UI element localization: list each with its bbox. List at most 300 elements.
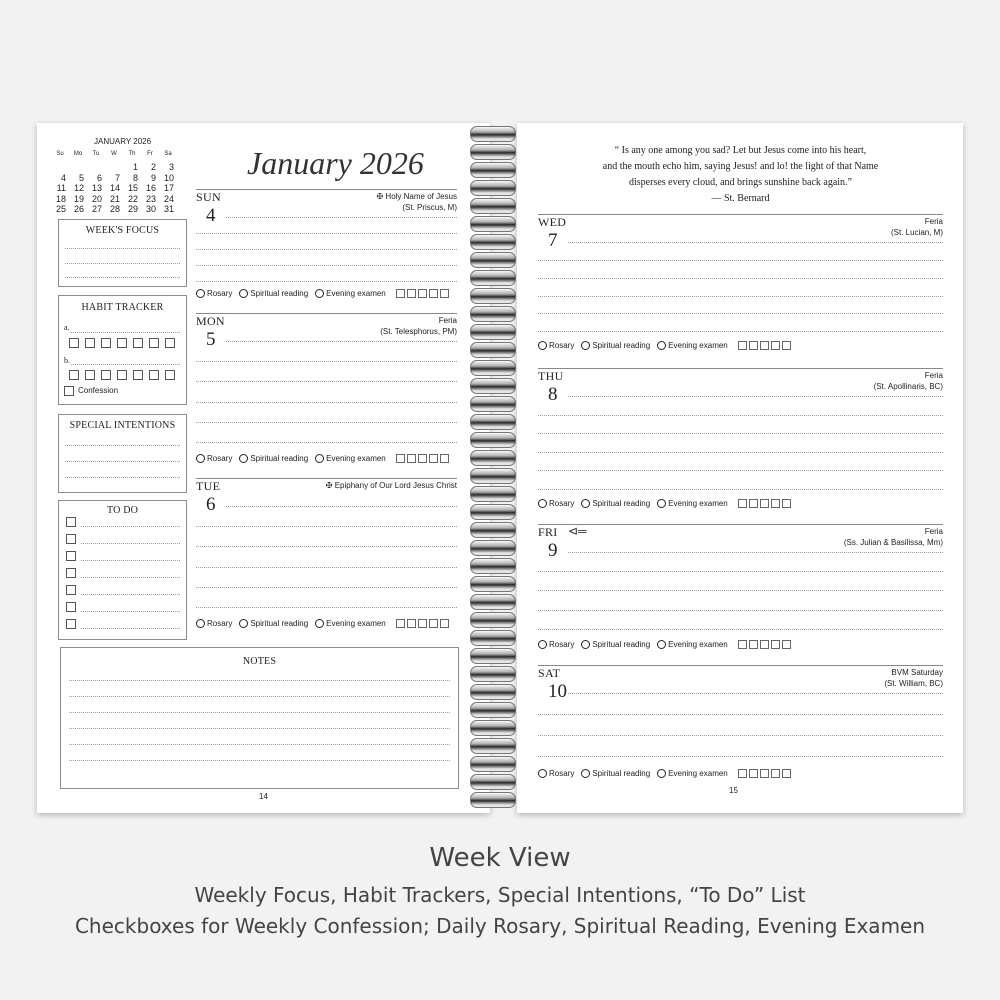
spiritual-reading-label: Spiritual reading [592, 341, 651, 351]
quote [537, 143, 944, 207]
calendar-date[interactable]: 28 [109, 204, 120, 214]
day-writing-line[interactable] [568, 242, 943, 243]
extra-checkbox[interactable] [782, 640, 791, 649]
feast-secondary: (St. Lucian, M) [890, 228, 943, 237]
spiral-ring [470, 576, 516, 592]
calendar-date[interactable]: 29 [127, 204, 138, 214]
feast-info [703, 526, 943, 548]
todo-checkbox[interactable] [66, 602, 76, 612]
feast-primary: Feria [438, 316, 457, 325]
day-number: 5 [206, 329, 216, 350]
calendar-weekday: Fr [147, 151, 153, 157]
month-title: January 2026 [247, 145, 424, 181]
feast-primary: Feria [924, 217, 943, 226]
extra-checkbox[interactable] [440, 619, 449, 628]
day-writing-line[interactable] [196, 265, 457, 266]
feast-primary: ✠ Holy Name of Jesus [376, 192, 457, 201]
habit-checkbox[interactable] [85, 338, 95, 348]
habit-tracker-box [58, 295, 187, 405]
spiral-ring [470, 234, 516, 250]
notes-line[interactable] [69, 696, 450, 697]
habit-checkbox[interactable] [117, 370, 127, 380]
habit-checkbox[interactable] [117, 338, 127, 348]
habit-trackers [538, 640, 793, 649]
feast-info [217, 480, 457, 491]
calendar-weekday: Tu [92, 151, 100, 157]
calendar-date[interactable]: 13 [91, 183, 102, 193]
feast-info [703, 216, 943, 238]
spiral-ring [470, 288, 516, 304]
evening-examen-label: Evening examen [326, 289, 386, 299]
evening-examen-checkbox[interactable] [315, 289, 324, 298]
feast-primary: Feria [924, 527, 943, 536]
calendar-weekday: W [111, 151, 117, 157]
extra-checkboxes [738, 499, 793, 508]
spiral-ring [470, 666, 516, 682]
extra-checkbox[interactable] [440, 289, 449, 298]
evening-examen-checkbox[interactable] [657, 341, 666, 350]
spiral-ring [470, 792, 516, 808]
notes-line[interactable] [69, 680, 450, 681]
spiritual-reading-label: Spiritual reading [592, 640, 651, 650]
todo-line[interactable] [81, 560, 180, 561]
day-writing-line[interactable] [196, 526, 457, 527]
evening-examen-label: Evening examen [668, 341, 728, 351]
notes-box[interactable] [60, 647, 459, 789]
feast-info [703, 370, 943, 392]
todo-line[interactable] [81, 628, 180, 629]
rosary-label: Rosary [549, 769, 575, 779]
calendar-date[interactable]: 16 [145, 183, 156, 193]
day-block [538, 368, 943, 513]
spiritual-reading-checkbox[interactable] [239, 454, 248, 463]
calendar-weekday: Th [128, 151, 136, 157]
calendar-date[interactable]: 23 [145, 193, 156, 204]
spiral-ring [470, 252, 516, 268]
calendar-date[interactable]: 8 [132, 172, 138, 183]
calendar-date[interactable]: 11 [56, 183, 66, 193]
habit-checkbox[interactable] [133, 370, 143, 380]
extra-checkbox[interactable] [418, 619, 427, 628]
day-writing-line[interactable] [538, 610, 943, 611]
rosary-checkbox[interactable] [196, 454, 205, 463]
calendar-date[interactable]: 5 [78, 172, 84, 183]
calendar-date[interactable]: 20 [91, 193, 102, 204]
extra-checkbox[interactable] [396, 289, 405, 298]
calendar-date[interactable]: 27 [91, 204, 102, 214]
evening-examen-label: Evening examen [326, 619, 386, 629]
spiritual-reading-checkbox[interactable] [581, 341, 590, 350]
right-page [517, 123, 963, 813]
feast-secondary: (St. William, BC) [884, 679, 943, 688]
extra-checkbox[interactable] [771, 341, 780, 350]
extra-checkbox[interactable] [749, 640, 758, 649]
rosary-checkbox[interactable] [538, 640, 547, 649]
todo-checkbox[interactable] [66, 517, 76, 527]
day-divider [538, 524, 943, 525]
day-block [196, 478, 457, 633]
todo-line[interactable] [81, 543, 180, 544]
day-writing-line[interactable] [538, 452, 943, 453]
spiral-ring [470, 324, 516, 340]
evening-examen-label: Evening examen [668, 499, 728, 509]
spiral-ring [470, 630, 516, 646]
feast-primary: Feria [924, 371, 943, 380]
rosary-checkbox[interactable] [538, 769, 547, 778]
left-page-number: 14 [259, 792, 268, 801]
day-writing-line[interactable] [538, 714, 943, 715]
day-name: THU [538, 369, 564, 383]
day-writing-line[interactable] [568, 552, 943, 553]
day-writing-line[interactable] [538, 260, 943, 261]
mini-calendar-title: JANUARY 2026 [94, 137, 152, 146]
caption-title: Week View [429, 843, 571, 873]
spiral-ring [470, 144, 516, 160]
feast-info [217, 191, 457, 213]
evening-examen-label: Evening examen [326, 454, 386, 464]
spiritual-reading-label: Spiritual reading [250, 619, 309, 629]
day-writing-line[interactable] [538, 433, 943, 434]
calendar-date[interactable]: 14 [109, 183, 120, 193]
todo-line[interactable] [81, 577, 180, 578]
habit-checkbox[interactable] [133, 338, 143, 348]
spiral-ring [470, 756, 516, 772]
extra-checkbox[interactable] [738, 341, 747, 350]
calendar-date[interactable]: 19 [73, 193, 84, 204]
day-writing-line[interactable] [196, 587, 457, 588]
spiritual-reading-label: Spiritual reading [592, 499, 651, 509]
day-writing-line[interactable] [196, 422, 457, 423]
calendar-date[interactable]: 3 [168, 162, 174, 172]
todo-line[interactable] [81, 526, 180, 527]
weeks-focus-box[interactable] [58, 219, 187, 287]
habit-trackers [538, 341, 793, 350]
day-writing-line[interactable] [196, 381, 457, 382]
day-writing-line[interactable] [538, 590, 943, 591]
day-writing-line[interactable] [538, 313, 943, 314]
spiral-ring [470, 774, 516, 790]
extra-checkbox[interactable] [749, 341, 758, 350]
quote-line-1: “ Is any one among you sad? Let but Jesus come into his heart, [614, 145, 867, 156]
extra-checkbox[interactable] [760, 341, 769, 350]
habit-checkbox[interactable] [101, 338, 111, 348]
extra-checkboxes [738, 341, 793, 350]
extra-checkbox[interactable] [738, 499, 747, 508]
extra-checkbox[interactable] [407, 454, 416, 463]
day-writing-line[interactable] [538, 756, 943, 757]
spiral-ring [470, 306, 516, 322]
feast-secondary: (St. Apollinaris, BC) [873, 382, 943, 391]
day-writing-line[interactable] [538, 489, 943, 490]
notes-line[interactable] [69, 712, 450, 713]
day-number: 4 [206, 205, 216, 226]
day-writing-line[interactable] [196, 567, 457, 568]
weeks-focus-title: WEEK'S FOCUS [85, 225, 160, 236]
extra-checkbox[interactable] [782, 499, 791, 508]
day-name: SUN [196, 190, 221, 204]
day-writing-line[interactable] [538, 278, 943, 279]
confession-label: Confession [78, 386, 119, 396]
day-number: 8 [548, 384, 558, 405]
calendar-date[interactable]: 24 [163, 193, 174, 204]
spiral-ring [470, 522, 516, 538]
spiral-ring [470, 198, 516, 214]
day-block [196, 313, 457, 468]
todo-line[interactable] [81, 611, 180, 612]
notes-line[interactable] [69, 744, 450, 745]
habit-checkbox[interactable] [101, 370, 111, 380]
extra-checkboxes [396, 289, 451, 298]
extra-checkbox[interactable] [407, 289, 416, 298]
notes-line[interactable] [69, 760, 450, 761]
right-page-number: 15 [729, 786, 738, 795]
day-writing-line[interactable] [538, 470, 943, 471]
spiral-ring [470, 396, 516, 412]
day-writing-line[interactable] [568, 396, 943, 397]
calendar-date[interactable]: 15 [127, 183, 138, 193]
spiritual-reading-checkbox[interactable] [581, 769, 590, 778]
extra-checkbox[interactable] [407, 619, 416, 628]
calendar-date[interactable]: 2 [150, 162, 156, 172]
todo-line[interactable] [81, 594, 180, 595]
habit-trackers [196, 619, 451, 628]
habit-trackers [538, 769, 793, 778]
feast-secondary: (St. Telesphorus, PM) [380, 327, 457, 336]
day-writing-line[interactable] [196, 442, 457, 443]
feast-secondary: (Ss. Julian & Basilissa, Mm) [843, 538, 943, 547]
confession-row[interactable] [64, 386, 118, 396]
calendar-date[interactable]: 10 [163, 172, 174, 183]
evening-examen-label: Evening examen [668, 640, 728, 650]
day-divider [538, 214, 943, 215]
extra-checkbox[interactable] [738, 640, 747, 649]
spiritual-reading-checkbox[interactable] [581, 640, 590, 649]
calendar-weekday: Su [56, 151, 64, 157]
habit-checkbox[interactable] [149, 370, 159, 380]
calendar-weekday: Sa [164, 151, 172, 157]
spiritual-reading-checkbox[interactable] [581, 499, 590, 508]
extra-checkbox[interactable] [429, 289, 438, 298]
extra-checkbox[interactable] [396, 619, 405, 628]
day-writing-line[interactable] [196, 402, 457, 403]
habit-tracker-title: HABIT TRACKER [81, 302, 164, 313]
feast-primary: ✠ Epiphany of Our Lord Jesus Christ [325, 481, 457, 490]
caption-line-1: Weekly Focus, Habit Trackers, Special Intentions, “To Do” List [194, 883, 806, 907]
day-writing-line[interactable] [196, 607, 457, 608]
evening-examen-checkbox[interactable] [315, 619, 324, 628]
day-writing-line[interactable] [538, 629, 943, 630]
feast-info [703, 667, 943, 689]
habit-checkbox[interactable] [165, 370, 175, 380]
todo-box [58, 500, 187, 640]
habit-trackers [538, 499, 793, 508]
calendar-date[interactable]: 18 [55, 193, 66, 204]
calendar-date[interactable]: 25 [55, 204, 66, 214]
extra-checkbox[interactable] [782, 769, 791, 778]
calendar-date[interactable]: 12 [73, 183, 84, 193]
extra-checkbox[interactable] [760, 499, 769, 508]
evening-examen-checkbox[interactable] [657, 769, 666, 778]
spiral-ring [470, 504, 516, 520]
habit-checkbox[interactable] [165, 338, 175, 348]
feast-secondary: (St. Priscus, M) [402, 203, 457, 212]
special-intentions-box[interactable] [58, 414, 187, 493]
spiral-ring [470, 684, 516, 700]
rosary-checkbox[interactable] [196, 619, 205, 628]
day-block [538, 524, 943, 654]
extra-checkbox[interactable] [760, 640, 769, 649]
habit-a-checkboxes [69, 334, 181, 352]
spiral-ring [470, 612, 516, 628]
quote-line-2: and the mouth echo him, saying Jesus! and lo! the light of that Name [602, 161, 879, 172]
confession-checkbox[interactable] [64, 386, 74, 396]
rosary-label: Rosary [207, 289, 233, 299]
calendar-date[interactable]: 30 [145, 204, 156, 214]
day-writing-line[interactable] [538, 735, 943, 736]
day-writing-line[interactable] [226, 341, 457, 342]
extra-checkbox[interactable] [429, 619, 438, 628]
special-intentions-title: SPECIAL INTENTIONS [69, 420, 176, 431]
rosary-label: Rosary [549, 341, 575, 351]
left-page [37, 123, 490, 813]
day-divider [538, 665, 943, 666]
todo-checkbox[interactable] [66, 568, 76, 578]
rosary-label: Rosary [207, 454, 233, 464]
todo-checkbox[interactable] [66, 534, 76, 544]
extra-checkbox[interactable] [440, 454, 449, 463]
spiral-ring [470, 414, 516, 430]
day-writing-line[interactable] [538, 296, 943, 297]
spiritual-reading-checkbox[interactable] [239, 289, 248, 298]
day-writing-line[interactable] [196, 249, 457, 250]
extra-checkbox[interactable] [782, 341, 791, 350]
rosary-checkbox[interactable] [538, 499, 547, 508]
spiral-ring [470, 558, 516, 574]
habit-b-label: b. [64, 356, 70, 365]
day-divider [196, 478, 457, 479]
spiral-ring [470, 216, 516, 232]
rosary-label: Rosary [549, 640, 575, 650]
spiral-ring [470, 540, 516, 556]
day-number: 7 [548, 230, 558, 251]
day-writing-line[interactable] [538, 415, 943, 416]
day-writing-line[interactable] [568, 693, 943, 694]
fish-icon: ⊲═ [568, 524, 587, 538]
day-writing-line[interactable] [196, 281, 457, 282]
calendar-date[interactable]: 22 [127, 193, 138, 204]
day-divider [196, 313, 457, 314]
spiral-ring [470, 468, 516, 484]
rosary-checkbox[interactable] [196, 289, 205, 298]
day-writing-line[interactable] [226, 217, 457, 218]
day-name: FRI [538, 525, 558, 539]
todo-checkbox[interactable] [66, 619, 76, 629]
extra-checkbox[interactable] [771, 769, 780, 778]
calendar-date[interactable]: 26 [73, 204, 84, 214]
spiral-ring [470, 270, 516, 286]
feast-primary: BVM Saturday [891, 668, 943, 677]
spiral-ring [470, 360, 516, 376]
extra-checkboxes [396, 454, 451, 463]
habit-checkbox[interactable] [69, 338, 79, 348]
habit-checkbox[interactable] [149, 338, 159, 348]
habit-trackers [196, 454, 451, 463]
rosary-checkbox[interactable] [538, 341, 547, 350]
spiritual-reading-label: Spiritual reading [250, 454, 309, 464]
extra-checkbox[interactable] [738, 769, 747, 778]
spiritual-reading-checkbox[interactable] [239, 619, 248, 628]
spiral-ring [470, 342, 516, 358]
spiral-ring [470, 594, 516, 610]
notes-title: NOTES [242, 656, 277, 667]
extra-checkbox[interactable] [760, 769, 769, 778]
notes-line[interactable] [69, 728, 450, 729]
calendar-date[interactable]: 7 [114, 172, 120, 183]
calendar-date[interactable]: 21 [109, 193, 120, 204]
calendar-date[interactable]: 6 [96, 172, 102, 183]
todo-checkbox[interactable] [66, 585, 76, 595]
spiral-ring [470, 738, 516, 754]
day-writing-line[interactable] [196, 233, 457, 234]
habit-checkbox[interactable] [85, 370, 95, 380]
evening-examen-checkbox[interactable] [657, 499, 666, 508]
day-writing-line[interactable] [196, 361, 457, 362]
habit-a-label: a. [64, 323, 70, 332]
day-block [538, 214, 943, 355]
spiral-ring [470, 126, 516, 142]
evening-examen-checkbox[interactable] [657, 640, 666, 649]
extra-checkbox[interactable] [429, 454, 438, 463]
extra-checkbox[interactable] [771, 640, 780, 649]
todo-title: TO DO [106, 505, 139, 516]
spiritual-reading-label: Spiritual reading [592, 769, 651, 779]
day-writing-line[interactable] [538, 571, 943, 572]
extra-checkbox[interactable] [749, 769, 758, 778]
day-name: MON [196, 314, 225, 328]
feast-info [217, 315, 457, 337]
day-writing-line[interactable] [196, 546, 457, 547]
extra-checkbox[interactable] [418, 289, 427, 298]
day-writing-line[interactable] [538, 331, 943, 332]
extra-checkbox[interactable] [396, 454, 405, 463]
spiral-ring [470, 162, 516, 178]
spiral-ring [470, 720, 516, 736]
day-writing-line[interactable] [226, 506, 457, 507]
extra-checkbox[interactable] [418, 454, 427, 463]
calendar-date[interactable]: 9 [150, 172, 156, 183]
calendar-date[interactable]: 31 [163, 204, 174, 214]
day-divider [196, 189, 457, 190]
day-name: WED [538, 215, 567, 229]
extra-checkbox[interactable] [749, 499, 758, 508]
spiral-ring [470, 180, 516, 196]
day-number: 10 [548, 681, 567, 702]
rosary-label: Rosary [549, 499, 575, 509]
day-number: 6 [206, 494, 216, 515]
extra-checkbox[interactable] [771, 499, 780, 508]
day-number: 9 [548, 540, 558, 561]
caption-line-2: Checkboxes for Weekly Confession; Daily Rosary, Spiritual Reading, Evening Examen [74, 914, 926, 938]
calendar-date[interactable]: 1 [132, 162, 138, 172]
spiral-ring [470, 450, 516, 466]
calendar-date[interactable]: 17 [163, 183, 174, 193]
calendar-date[interactable]: 4 [60, 172, 66, 183]
todo-checkbox[interactable] [66, 551, 76, 561]
habit-checkbox[interactable] [69, 370, 79, 380]
evening-examen-checkbox[interactable] [315, 454, 324, 463]
habit-trackers [196, 289, 451, 298]
extra-checkboxes [396, 619, 451, 628]
